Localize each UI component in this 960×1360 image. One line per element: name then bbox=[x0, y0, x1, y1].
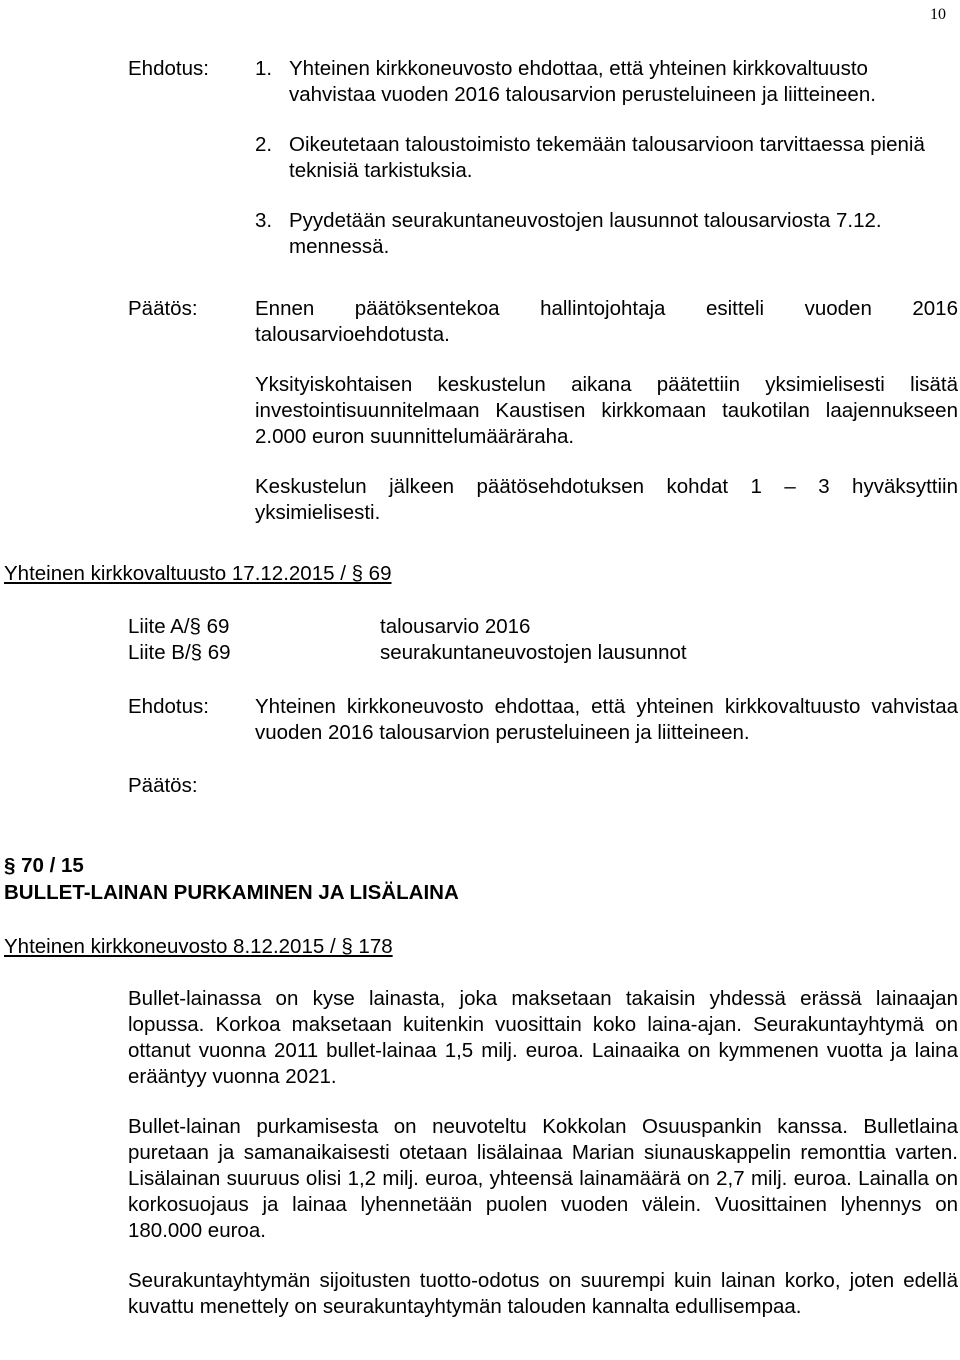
proposal-item-number: 3. bbox=[255, 209, 273, 232]
section-paragraph: Bullet-lainassa on kyse lainasta, joka maksetaan takaisin yhdessä erässä lainaajan lopussa. Korkoa maksetaan kuitenkin vuosittain koko laina-ajan. Seurakuntayhtymä on ottanut vuonna 2011 bullet-lainaa 1,5 milj. euroa. Lainaaika on kymmenen vuotta ja laina erääntyy vuonna 2021. bbox=[128, 987, 958, 1088]
proposal-item-text: Yhteinen kirkkoneuvosto ehdottaa, että yhteinen kirkkovaltuusto vahvistaa vuoden 2016 talousarvion perusteluineen ja liitteineen. bbox=[289, 57, 876, 106]
proposal-item bbox=[255, 132, 955, 184]
proposal-label: Ehdotus: bbox=[128, 695, 209, 718]
proposal-item-number: 2. bbox=[255, 133, 273, 156]
section-paragraph: Seurakuntayhtymän sijoitusten tuotto-odotus on suurempi kuin lainan korko, joten edellä kuvattu menettely on seurakuntayhtymän talouden kannalta edullisempaa. bbox=[128, 1269, 958, 1318]
decision-paragraph: Ennen päätöksentekoa hallintojohtaja esitteli vuoden 2016 talousarvioehdotusta. bbox=[255, 297, 958, 346]
proposal-item-text: Pyydetään seurakuntaneuvostojen lausunnot talousarviosta 7.12. mennessä. bbox=[289, 209, 882, 258]
proposal-list bbox=[255, 56, 955, 284]
proposal-text bbox=[255, 694, 958, 770]
attachment-value: talousarvio 2016 bbox=[380, 615, 531, 638]
proposal-item-text: Oikeutetaan taloustoimisto tekemään talousarvioon tarvittaessa pieniä teknisiä tarkistuksia. bbox=[289, 133, 925, 182]
section-number: § 70 / 15 bbox=[4, 854, 84, 877]
proposal-item bbox=[255, 56, 955, 108]
proposal-item bbox=[255, 208, 955, 260]
attachment-label: Liite A/§ 69 bbox=[128, 615, 230, 638]
attachment-value: seurakuntaneuvostojen lausunnot bbox=[380, 641, 687, 664]
section-body bbox=[128, 986, 958, 1344]
council-meeting-header: Yhteinen kirkkovaltuusto 17.12.2015 / § 69 bbox=[4, 562, 392, 585]
proposal-paragraph: Yhteinen kirkkoneuvosto ehdottaa, että yhteinen kirkkovaltuusto vahvistaa vuoden 2016 talousarvion perusteluineen ja liitteineen. bbox=[255, 695, 958, 744]
decision-paragraph: Yksityiskohtaisen keskustelun aikana päätettiin yksimielisesti lisätä investointisuunnitelmaan Kaustisen kirkkomaan taukotilan laajennukseen 2.000 euron suunnittelumääräraha. bbox=[255, 373, 958, 448]
decision-body bbox=[255, 296, 958, 550]
section-paragraph: Bullet-lainan purkamisesta on neuvoteltu Kokkolan Osuuspankin kanssa. Bulletlaina puretaan ja samanaikaisesti otetaan lisälainaa Marian siunauskappelin remonttia varten. Lisälainan suuruus olisi 1,2 milj. euroa, yhteensä lainamäärä on 2,7 milj. euroa. Lainalla on korkosuojaus ja lainaa lyhennetään puolen vuoden välein. Vuosittainen lyhennys on 180.000 euroa. bbox=[128, 1115, 958, 1242]
section-title: BULLET-LAINAN PURKAMINEN JA LISÄLAINA bbox=[4, 881, 459, 904]
decision-label: Päätös: bbox=[128, 774, 198, 797]
board-meeting-header: Yhteinen kirkkoneuvosto 8.12.2015 / § 178 bbox=[4, 935, 393, 958]
attachment-label: Liite B/§ 69 bbox=[128, 641, 231, 664]
page-number: 10 bbox=[930, 6, 946, 23]
decision-label: Päätös: bbox=[128, 297, 198, 320]
proposal-label: Ehdotus: bbox=[128, 57, 209, 80]
decision-paragraph: Keskustelun jälkeen päätösehdotuksen kohdat 1 – 3 hyväksyttiin yksimielisesti. bbox=[255, 475, 958, 524]
proposal-item-number: 1. bbox=[255, 57, 273, 80]
